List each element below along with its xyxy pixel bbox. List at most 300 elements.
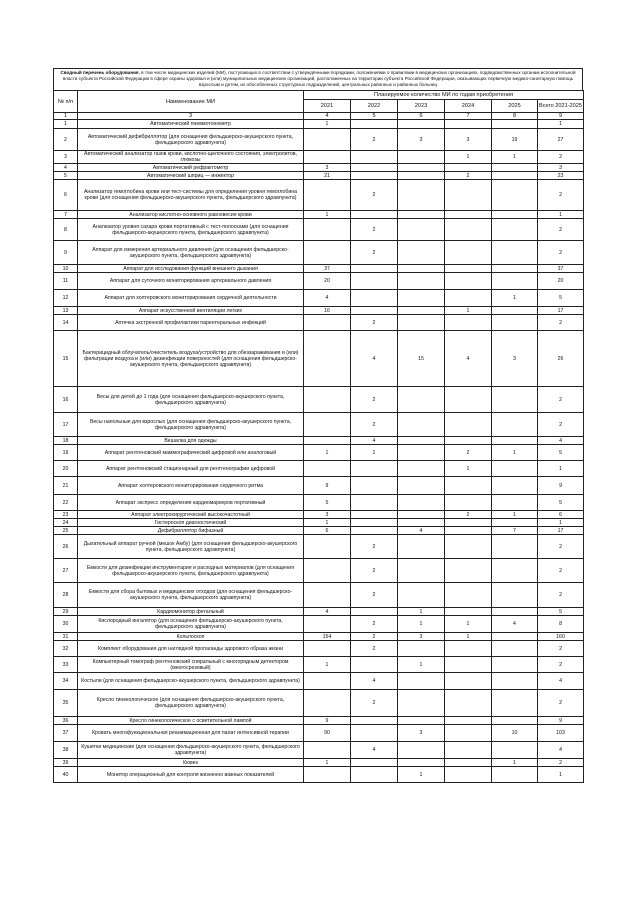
row-number: 21 xyxy=(54,477,78,495)
row-year-value xyxy=(445,387,492,413)
row-number: 16 xyxy=(54,387,78,413)
row-year-value xyxy=(492,241,538,265)
header-year: 2024 xyxy=(445,100,492,113)
row-name: Кольпоскоп xyxy=(78,633,304,641)
table-row xyxy=(54,290,584,307)
row-year-value xyxy=(492,120,538,129)
row-number: 24 xyxy=(54,519,78,527)
row-year-value: 4 xyxy=(492,616,538,633)
row-year-value xyxy=(492,265,538,273)
header-year: 2021 xyxy=(304,100,351,113)
row-total: 2 xyxy=(538,219,584,241)
row-year-value xyxy=(304,129,351,151)
row-name: Весы для детей до 1 года (для оснащения фельдшерско-акушерского пункта, фельдшерского здравпункта) xyxy=(78,387,304,413)
table-row xyxy=(54,413,584,437)
row-number: 38 xyxy=(54,742,78,759)
row-year-value: 2 xyxy=(351,219,398,241)
row-year-value xyxy=(445,583,492,608)
row-number: 1 xyxy=(54,120,78,129)
row-year-value: 2 xyxy=(351,583,398,608)
row-name: Компьютерный томограф рентгеновский спиральный с многорядным детектором (многосрезовый) xyxy=(78,657,304,673)
row-total: 2 xyxy=(538,315,584,331)
row-year-value: 4 xyxy=(351,437,398,445)
row-year-value xyxy=(304,559,351,583)
row-year-value xyxy=(492,608,538,616)
row-year-value xyxy=(445,290,492,307)
row-year-value: 3 xyxy=(398,129,445,151)
row-number: 23 xyxy=(54,511,78,519)
row-year-value xyxy=(398,180,445,211)
row-total: 1 xyxy=(538,461,584,477)
row-total: 4 xyxy=(538,742,584,759)
row-year-value: 15 xyxy=(398,331,445,387)
row-year-value xyxy=(304,151,351,164)
row-year-value xyxy=(445,211,492,219)
row-year-value xyxy=(445,241,492,265)
row-year-value: 3 xyxy=(398,725,445,742)
table-row xyxy=(54,219,584,241)
row-year-value xyxy=(398,315,445,331)
table-row xyxy=(54,315,584,331)
row-year-value: 4 xyxy=(351,673,398,690)
table-row xyxy=(54,461,584,477)
row-year-value xyxy=(304,387,351,413)
row-year-value xyxy=(351,725,398,742)
row-year-value: 1 xyxy=(492,511,538,519)
row-year-value: 3 xyxy=(445,129,492,151)
row-total: 1 xyxy=(538,519,584,527)
row-year-value xyxy=(445,742,492,759)
row-year-value: 1 xyxy=(304,120,351,129)
row-year-value: 4 xyxy=(398,527,445,535)
table-row xyxy=(54,608,584,616)
row-year-value xyxy=(398,273,445,290)
row-total: 2 xyxy=(538,413,584,437)
row-name: Дефибриллятор бифазный xyxy=(78,527,304,535)
row-name: Комплект оборудования для наглядной пропаганды здорового образа жизни xyxy=(78,641,304,657)
row-number: 28 xyxy=(54,583,78,608)
row-year-value xyxy=(304,742,351,759)
row-year-value xyxy=(445,657,492,673)
row-year-value xyxy=(304,180,351,211)
row-number: 29 xyxy=(54,608,78,616)
row-year-value xyxy=(304,437,351,445)
row-total: 2 xyxy=(538,641,584,657)
row-year-value xyxy=(398,495,445,511)
table-row xyxy=(54,742,584,759)
row-year-value xyxy=(351,717,398,725)
row-total: 2 xyxy=(538,690,584,717)
row-year-value: 1 xyxy=(398,616,445,633)
row-year-value xyxy=(492,164,538,172)
row-number: 18 xyxy=(54,437,78,445)
row-year-value xyxy=(304,690,351,717)
row-year-value xyxy=(492,315,538,331)
row-number: 10 xyxy=(54,265,78,273)
row-year-value: 90 xyxy=(304,725,351,742)
table-row xyxy=(54,535,584,559)
table-row xyxy=(54,437,584,445)
row-year-value xyxy=(351,273,398,290)
row-name: Кровать многофункциональная реанимационная для палат интенсивной терапии xyxy=(78,725,304,742)
row-year-value: 5 xyxy=(304,495,351,511)
row-year-value: 1 xyxy=(492,151,538,164)
row-year-value xyxy=(351,519,398,527)
row-total: 9 xyxy=(538,717,584,725)
row-year-value: 1 xyxy=(445,307,492,315)
table-row xyxy=(54,527,584,535)
row-year-value: 1 xyxy=(398,657,445,673)
row-year-value xyxy=(492,307,538,315)
row-year-value xyxy=(304,331,351,387)
row-total: 160 xyxy=(538,633,584,641)
row-year-value xyxy=(398,535,445,559)
row-year-value xyxy=(445,437,492,445)
row-year-value xyxy=(492,387,538,413)
row-year-value xyxy=(351,265,398,273)
row-year-value xyxy=(445,725,492,742)
row-year-value xyxy=(351,608,398,616)
row-year-value: 3 xyxy=(304,164,351,172)
row-year-value: 1 xyxy=(304,759,351,767)
row-year-value xyxy=(492,437,538,445)
colnum: 3 xyxy=(78,113,304,120)
table-row xyxy=(54,673,584,690)
row-total: 17 xyxy=(538,307,584,315)
row-year-value xyxy=(492,535,538,559)
row-number: 19 xyxy=(54,445,78,461)
row-number: 6 xyxy=(54,180,78,211)
row-year-value: 9 xyxy=(304,477,351,495)
row-year-value: 2 xyxy=(351,180,398,211)
row-total: 2 xyxy=(538,151,584,164)
row-number: 3 xyxy=(54,151,78,164)
colnum: 9 xyxy=(538,113,584,120)
row-total: 1 xyxy=(538,120,584,129)
row-total: 2 xyxy=(538,535,584,559)
row-year-value: 2 xyxy=(351,387,398,413)
row-year-value: 6 xyxy=(304,527,351,535)
row-year-value xyxy=(445,767,492,783)
row-year-value xyxy=(398,461,445,477)
row-year-value: 3 xyxy=(304,511,351,519)
row-year-value xyxy=(398,413,445,437)
row-year-value xyxy=(492,742,538,759)
row-year-value: 4 xyxy=(351,742,398,759)
row-year-value xyxy=(445,519,492,527)
row-year-value: 2 xyxy=(351,690,398,717)
row-year-value: 4 xyxy=(445,331,492,387)
row-year-value: 7 xyxy=(492,527,538,535)
row-year-value: 4 xyxy=(351,331,398,387)
row-year-value: 10 xyxy=(492,725,538,742)
colnum: 7 xyxy=(445,113,492,120)
row-year-value xyxy=(398,559,445,583)
row-year-value xyxy=(398,717,445,725)
row-number: 15 xyxy=(54,331,78,387)
row-year-value xyxy=(398,445,445,461)
row-year-value xyxy=(445,413,492,437)
row-year-value: 1 xyxy=(492,445,538,461)
row-total: 2 xyxy=(538,180,584,211)
row-number: 14 xyxy=(54,315,78,331)
row-name: Аппарат рентгеновский стационарный для рентгенографии цифровой xyxy=(78,461,304,477)
row-year-value xyxy=(398,387,445,413)
row-name: Анализатор уровня сахара крови портативный с тест-полосками (для оснащения фельдшерско-акушерского пункта, фельдшерского здравпункта) xyxy=(78,219,304,241)
row-number: 33 xyxy=(54,657,78,673)
row-year-value xyxy=(304,767,351,783)
row-year-value: 154 xyxy=(304,633,351,641)
row-year-value xyxy=(445,535,492,559)
row-year-value: 1 xyxy=(304,657,351,673)
row-year-value: 2 xyxy=(351,641,398,657)
colnum: 4 xyxy=(304,113,351,120)
row-total: 26 xyxy=(538,331,584,387)
row-year-value xyxy=(351,164,398,172)
row-year-value xyxy=(398,241,445,265)
row-name: Аппарат для суточного мониторирования артериального давления xyxy=(78,273,304,290)
row-year-value: 1 xyxy=(445,616,492,633)
row-year-value: 16 xyxy=(304,307,351,315)
row-year-value xyxy=(445,273,492,290)
row-year-value: 1 xyxy=(304,211,351,219)
row-year-value xyxy=(304,673,351,690)
row-year-value xyxy=(398,437,445,445)
row-name: Дыхательный аппарат ручной (мешок Амбу) (для оснащения фельдшерско-акушерского пункта, фельдшерского здравпункта) xyxy=(78,535,304,559)
header-year: 2022 xyxy=(351,100,398,113)
row-year-value: 1 xyxy=(398,767,445,783)
table-row xyxy=(54,265,584,273)
row-year-value xyxy=(492,717,538,725)
row-name: Бактерицидный облучатель/очиститель воздуха/устройство для обеззараживания и (или) фильтрации воздуха и (или) дезинфекции поверхностей (для оснащения фельдшерско-акушерского пункта, фельдшерского здравпункта) xyxy=(78,331,304,387)
header-year: 2023 xyxy=(398,100,445,113)
row-year-value xyxy=(351,120,398,129)
row-name: Автоматический шприц — инжектор xyxy=(78,172,304,180)
row-year-value: 1 xyxy=(304,445,351,461)
header-name: Наименование МИ xyxy=(78,91,304,113)
header-total: Всего 2021-2025 xyxy=(538,100,584,113)
row-number: 25 xyxy=(54,527,78,535)
table-row xyxy=(54,616,584,633)
row-year-value xyxy=(492,413,538,437)
row-name: Емкости для сбора бытовых и медицинских отходов (для оснащения фельдшерско-акушерского пункта, фельдшерского здравпункта) xyxy=(78,583,304,608)
row-name: Аппарат холтеровского мониторирования сердечного ритма xyxy=(78,477,304,495)
row-name: Аппарат экспресс определения кардиомаркеров портативный xyxy=(78,495,304,511)
row-name: Анализатор гемоглобина крови или тест-системы для определения уровня гемоглобина крови (для оснащения фельдшерско-акушерского пункта, фельдшерского здравпункта) xyxy=(78,180,304,211)
row-name: Автоматический анализатор газов крови, кислотно-щелочного состояния, электролитов, глюкозы xyxy=(78,151,304,164)
row-year-value: 1 xyxy=(445,151,492,164)
row-year-value xyxy=(445,690,492,717)
row-year-value xyxy=(492,461,538,477)
row-year-value xyxy=(304,641,351,657)
row-year-value xyxy=(304,583,351,608)
table-row xyxy=(54,129,584,151)
table-row xyxy=(54,241,584,265)
row-name: Весы напольные для взрослых (для оснащения фельдшерско-акушерского пункта, фельдшерского здравпункта) xyxy=(78,413,304,437)
row-name: Аппарат рентгеновский маммографический цифровой или аналоговый xyxy=(78,445,304,461)
row-year-value xyxy=(304,461,351,477)
row-year-value xyxy=(398,583,445,608)
row-year-value: 1 xyxy=(492,290,538,307)
row-year-value xyxy=(351,767,398,783)
row-number: 31 xyxy=(54,633,78,641)
row-total: 8 xyxy=(538,616,584,633)
row-total: 27 xyxy=(538,129,584,151)
title-rest: , в том числе медицинских изделий (МИ), поступающих в соответствии с утверждёнными порядками, положениями о правилами в медицинских организациях, подведомственных органам исполнительной власти субъекта Российской Федерации в сфере охраны здоровья и (или) муниципальных медицинских организаций, расположенных на территории субъекта Российской Федерации, оказывающих первичную медико-санитарную помощь взрослым и детям, их обособленных структурных подразделений, центральных районных и районных больниц xyxy=(62,70,576,87)
table-row xyxy=(54,559,584,583)
row-year-value xyxy=(398,641,445,657)
row-name: Кислородный ингалятор (для оснащения фельдшерско-акушерского пункта, фельдшерского здравпункта) xyxy=(78,616,304,633)
row-total: 9 xyxy=(538,477,584,495)
row-total: 103 xyxy=(538,725,584,742)
row-name: Кресло гинекологическое с осветительной лампой xyxy=(78,717,304,725)
row-number: 26 xyxy=(54,535,78,559)
row-year-value: 37 xyxy=(304,265,351,273)
row-year-value: 2 xyxy=(351,129,398,151)
row-name: Автоматический пневмотонометр xyxy=(78,120,304,129)
row-year-value xyxy=(492,172,538,180)
row-number: 35 xyxy=(54,690,78,717)
row-total: 23 xyxy=(538,172,584,180)
table-row xyxy=(54,331,584,387)
row-total: 17 xyxy=(538,527,584,535)
row-year-value: 4 xyxy=(304,290,351,307)
row-year-value xyxy=(398,511,445,519)
row-year-value: 1 xyxy=(398,608,445,616)
row-number: 37 xyxy=(54,725,78,742)
row-name: Костыли (для оснащения фельдшерско-акушерского пункта, фельдшерского здравпункта) xyxy=(78,673,304,690)
row-year-value xyxy=(398,172,445,180)
row-year-value: 2 xyxy=(351,535,398,559)
row-year-value xyxy=(492,559,538,583)
row-name: Аппарат для исследования функций внешнего дыхания xyxy=(78,265,304,273)
row-year-value xyxy=(398,477,445,495)
row-year-value: 2 xyxy=(351,315,398,331)
row-year-value xyxy=(304,315,351,331)
row-year-value xyxy=(492,690,538,717)
row-year-value xyxy=(398,211,445,219)
row-number: 5 xyxy=(54,172,78,180)
row-number: 27 xyxy=(54,559,78,583)
table-row xyxy=(54,519,584,527)
row-year-value xyxy=(445,180,492,211)
table-row xyxy=(54,767,584,783)
table-row xyxy=(54,120,584,129)
row-year-value xyxy=(445,559,492,583)
row-year-value xyxy=(304,535,351,559)
row-name: Гистероскоп диагностический xyxy=(78,519,304,527)
row-year-value xyxy=(492,673,538,690)
table-body xyxy=(54,120,584,783)
row-name: Емкости для дезинфекции инструментария и расходных материалов (для оснащения фельдшерско-акушерского пункта, фельдшерского здравпункта) xyxy=(78,559,304,583)
row-year-value: 1 xyxy=(304,519,351,527)
row-year-value: 1 xyxy=(445,461,492,477)
row-number: 9 xyxy=(54,241,78,265)
row-total: 2 xyxy=(538,657,584,673)
row-year-value xyxy=(351,527,398,535)
row-year-value: 3 xyxy=(398,633,445,641)
row-name: Монитор операционный для контроля жизненно важных показателей xyxy=(78,767,304,783)
colnum: 8 xyxy=(492,113,538,120)
document-page xyxy=(53,68,583,783)
row-year-value: 21 xyxy=(304,172,351,180)
row-year-value xyxy=(398,673,445,690)
row-year-value xyxy=(304,413,351,437)
row-name: Кушетки медицинские (для оснащения фельдшерско-акушерского пункта, фельдшерского здравпункта) xyxy=(78,742,304,759)
row-name: Кювез xyxy=(78,759,304,767)
row-year-value xyxy=(304,241,351,265)
row-year-value xyxy=(492,583,538,608)
row-year-value: 2 xyxy=(351,633,398,641)
colnum: 5 xyxy=(351,113,398,120)
row-year-value: 1 xyxy=(445,633,492,641)
row-year-value: 4 xyxy=(304,608,351,616)
row-name: Анализатор кислотно-основного равновесия крови xyxy=(78,211,304,219)
table-row xyxy=(54,495,584,511)
row-name: Вешалка для одежды xyxy=(78,437,304,445)
table-row xyxy=(54,583,584,608)
row-name: Аппарат искусственной вентиляции легких xyxy=(78,307,304,315)
row-number: 7 xyxy=(54,211,78,219)
row-year-value: 2 xyxy=(351,559,398,583)
row-number: 13 xyxy=(54,307,78,315)
row-year-value xyxy=(492,633,538,641)
row-year-value: 2 xyxy=(445,511,492,519)
row-total: 6 xyxy=(538,511,584,519)
row-year-value xyxy=(445,477,492,495)
row-year-value xyxy=(398,307,445,315)
row-year-value xyxy=(445,265,492,273)
row-year-value: 2 xyxy=(351,616,398,633)
row-year-value xyxy=(351,657,398,673)
table-row xyxy=(54,273,584,290)
row-year-value xyxy=(398,151,445,164)
row-year-value: 20 xyxy=(304,273,351,290)
row-year-value xyxy=(398,519,445,527)
row-number: 36 xyxy=(54,717,78,725)
row-year-value xyxy=(445,315,492,331)
table-row xyxy=(54,477,584,495)
table-row xyxy=(54,172,584,180)
row-total: 2 xyxy=(538,759,584,767)
colnum: 1 xyxy=(54,113,78,120)
row-year-value xyxy=(351,495,398,511)
table-row xyxy=(54,725,584,742)
row-year-value xyxy=(492,767,538,783)
row-number: 4 xyxy=(54,164,78,172)
row-number: 12 xyxy=(54,290,78,307)
table-row xyxy=(54,641,584,657)
row-year-value xyxy=(398,759,445,767)
table-row xyxy=(54,180,584,211)
row-year-value xyxy=(445,120,492,129)
row-year-value xyxy=(445,164,492,172)
row-year-value xyxy=(445,641,492,657)
row-total: 5 xyxy=(538,495,584,511)
row-number: 32 xyxy=(54,641,78,657)
row-year-value xyxy=(304,219,351,241)
row-year-value xyxy=(492,519,538,527)
row-number: 8 xyxy=(54,219,78,241)
table-row xyxy=(54,690,584,717)
row-year-value xyxy=(398,219,445,241)
row-year-value xyxy=(492,477,538,495)
header-planned: Планируемое количество МИ по годам приобретения xyxy=(304,91,584,100)
row-year-value xyxy=(351,211,398,219)
row-total: 5 xyxy=(538,290,584,307)
row-name: Кресло гинекологическое (для оснащения фельдшерско-акушерского пункта, фельдшерского здравпункта) xyxy=(78,690,304,717)
title-bold: Сводный перечень оборудования xyxy=(60,70,139,75)
